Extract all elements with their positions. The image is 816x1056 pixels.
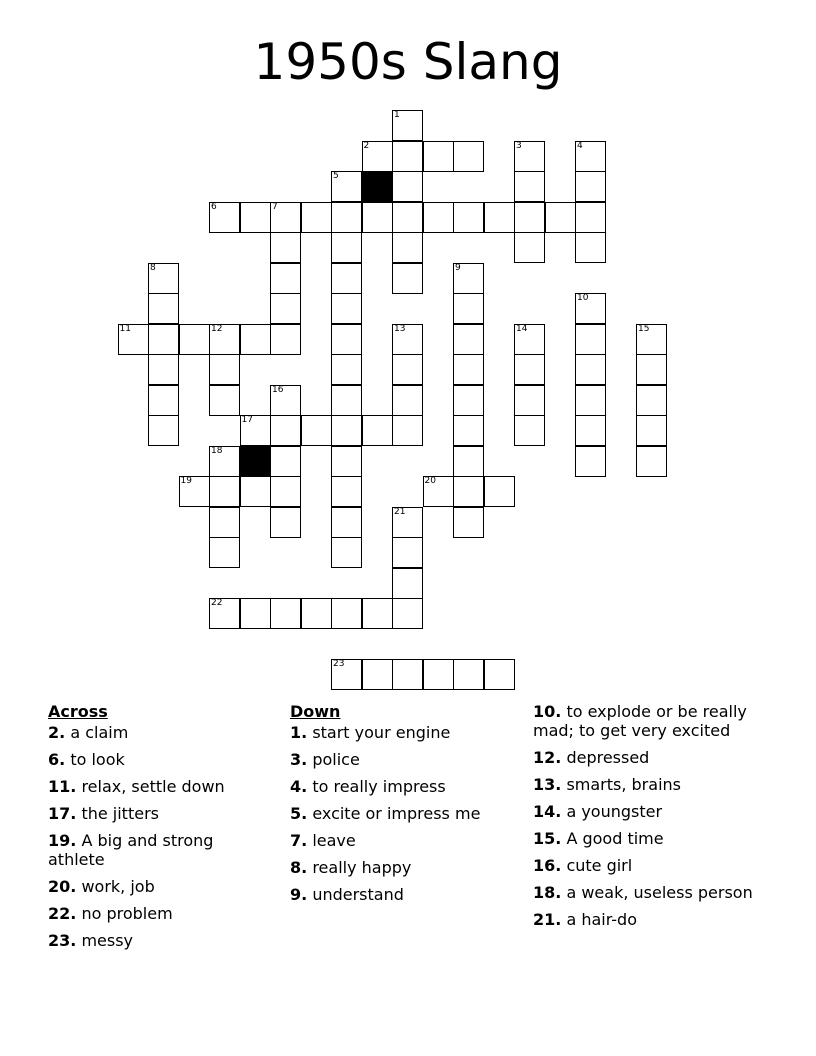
crossword-cell[interactable]	[575, 232, 606, 263]
crossword-cell[interactable]	[362, 202, 393, 233]
clue-item	[533, 802, 773, 821]
clue-item	[48, 931, 268, 950]
crossword-cell[interactable]	[453, 202, 484, 233]
crossword-cell[interactable]	[270, 476, 301, 507]
crossword-cell[interactable]	[514, 385, 545, 416]
crossword-cell[interactable]	[331, 324, 362, 355]
crossword-cell[interactable]	[209, 446, 240, 477]
crossword-cell[interactable]	[453, 263, 484, 294]
clue-number: 21	[394, 506, 406, 517]
crossword-cell[interactable]	[209, 537, 240, 568]
clue-item-text: a hair-do	[566, 910, 637, 929]
clue-item-text: no problem	[81, 904, 173, 923]
crossword-cell[interactable]	[331, 202, 362, 233]
crossword-cell[interactable]	[453, 659, 484, 690]
crossword-cell[interactable]	[331, 598, 362, 629]
clue-number: 1	[394, 110, 400, 120]
clue-item-text: smarts, brains	[566, 775, 681, 794]
crossword-cell[interactable]	[362, 659, 393, 690]
clue-number: 20	[424, 476, 436, 486]
crossword-cell[interactable]	[331, 232, 362, 263]
clue-number: 16	[272, 384, 284, 395]
crossword-cell[interactable]	[270, 598, 301, 629]
crossword-cell[interactable]	[636, 446, 667, 477]
crossword-cell[interactable]	[240, 202, 271, 233]
clue-item-number: 20.	[48, 877, 77, 896]
black-square	[240, 446, 271, 477]
crossword-cell[interactable]	[270, 293, 301, 324]
crossword-cell[interactable]	[392, 507, 423, 538]
clue-item	[48, 723, 268, 742]
clue-item-text: really happy	[312, 858, 412, 877]
crossword-cell[interactable]	[301, 598, 332, 629]
clue-number: 23	[333, 659, 345, 669]
crossword-cell[interactable]	[148, 263, 179, 294]
crossword-cell[interactable]	[514, 202, 545, 233]
clue-item	[290, 723, 510, 742]
clue-item-text: to look	[70, 750, 125, 769]
crossword-cell[interactable]	[545, 202, 576, 233]
crossword-cell[interactable]	[392, 232, 423, 263]
clue-number: 6	[211, 201, 217, 212]
clue-item-number: 4.	[290, 777, 308, 796]
clue-number: 10	[577, 293, 589, 303]
clue-item	[48, 831, 268, 869]
clue-item-number: 14.	[533, 802, 562, 821]
clue-item-text: A big and strong athlete	[48, 831, 214, 869]
crossword-cell[interactable]	[392, 385, 423, 416]
crossword-cell[interactable]	[270, 385, 301, 416]
crossword-cell[interactable]	[453, 293, 484, 324]
crossword-cell[interactable]	[423, 659, 454, 690]
clue-item-text: relax, settle down	[81, 777, 225, 796]
clue-item-number: 11.	[48, 777, 77, 796]
clue-item-text: police	[312, 750, 360, 769]
clue-item	[48, 804, 268, 823]
crossword-cell[interactable]	[636, 415, 667, 446]
crossword-cell[interactable]	[118, 324, 149, 355]
clue-item-number: 10.	[533, 702, 562, 721]
clue-item-text: excite or impress me	[312, 804, 481, 823]
clue-item-number: 16.	[533, 856, 562, 875]
down-clues	[290, 702, 510, 912]
crossword-cell[interactable]	[240, 324, 271, 355]
clue-item-text: work, job	[81, 877, 155, 896]
clue-item-number: 2.	[48, 723, 66, 742]
crossword-cell[interactable]	[301, 415, 332, 446]
clue-item	[290, 777, 510, 796]
clue-number: 5	[333, 171, 339, 181]
crossword-cell[interactable]	[392, 202, 423, 233]
crossword-cell[interactable]	[575, 415, 606, 446]
crossword-cell[interactable]	[331, 446, 362, 477]
clue-item-number: 3.	[290, 750, 308, 769]
clue-item	[290, 858, 510, 877]
crossword-cell[interactable]	[575, 385, 606, 416]
crossword-cell[interactable]	[392, 415, 423, 446]
clue-item-text: start your engine	[312, 723, 451, 742]
clue-item-number: 5.	[290, 804, 308, 823]
clue-item-text: the jitters	[81, 804, 159, 823]
crossword-cell[interactable]	[453, 415, 484, 446]
crossword-cell[interactable]	[209, 507, 240, 538]
crossword-cell[interactable]	[453, 141, 484, 172]
crossword-cell[interactable]	[240, 415, 271, 446]
crossword-cell[interactable]	[270, 446, 301, 477]
clue-item-text: cute girl	[566, 856, 633, 875]
clue-item	[48, 777, 268, 796]
clue-item-text: a weak, useless person	[566, 883, 753, 902]
crossword-cell[interactable]	[331, 507, 362, 538]
clue-item-text: to explode or be really mad; to get very excited	[533, 702, 747, 740]
clue-item-number: 19.	[48, 831, 77, 850]
clue-item-number: 23.	[48, 931, 77, 950]
crossword-cell[interactable]	[392, 537, 423, 568]
crossword-cell[interactable]	[331, 293, 362, 324]
clue-number: 7	[272, 201, 278, 212]
crossword-cell[interactable]	[270, 263, 301, 294]
crossword-cell[interactable]	[362, 598, 393, 629]
clue-item-number: 17.	[48, 804, 77, 823]
crossword-cell[interactable]	[240, 598, 271, 629]
crossword-cell[interactable]	[514, 354, 545, 385]
crossword-cell[interactable]	[453, 354, 484, 385]
clue-item	[533, 829, 773, 848]
crossword-cell[interactable]	[392, 659, 423, 690]
crossword-cell[interactable]	[514, 141, 545, 172]
clue-item	[533, 748, 773, 767]
clue-item-text: A good time	[566, 829, 664, 848]
crossword-cell[interactable]	[331, 659, 362, 690]
crossword-cell[interactable]	[453, 324, 484, 355]
crossword-cell[interactable]	[209, 598, 240, 629]
crossword-cell[interactable]	[270, 507, 301, 538]
crossword-cell[interactable]	[575, 141, 606, 172]
clue-item	[533, 775, 773, 794]
crossword-cell[interactable]	[484, 202, 515, 233]
crossword-cell[interactable]	[484, 659, 515, 690]
across-heading: Across	[48, 702, 108, 721]
clue-item	[290, 750, 510, 769]
crossword-cell[interactable]	[362, 415, 393, 446]
crossword-cell[interactable]	[514, 232, 545, 263]
crossword-cell[interactable]	[148, 385, 179, 416]
clue-item	[533, 910, 773, 929]
crossword-cell[interactable]	[392, 568, 423, 599]
crossword-cell[interactable]	[209, 476, 240, 507]
black-square	[362, 171, 393, 202]
crossword-cell[interactable]	[514, 415, 545, 446]
crossword-cell[interactable]	[423, 476, 454, 507]
crossword-cell[interactable]	[392, 354, 423, 385]
crossword-cell[interactable]	[514, 324, 545, 355]
clue-number: 17	[241, 415, 253, 425]
crossword-cell[interactable]	[392, 141, 423, 172]
crossword-cell[interactable]	[209, 324, 240, 355]
crossword-cell[interactable]	[575, 202, 606, 233]
clue-item-number: 15.	[533, 829, 562, 848]
clue-number: 12	[211, 323, 223, 334]
clue-item	[290, 831, 510, 850]
clue-item-number: 18.	[533, 883, 562, 902]
clue-item-text: depressed	[566, 748, 650, 767]
crossword-cell[interactable]	[179, 324, 210, 355]
crossword-cell[interactable]	[331, 263, 362, 294]
crossword-cell[interactable]	[453, 507, 484, 538]
crossword-cell[interactable]	[453, 446, 484, 477]
crossword-cell[interactable]	[575, 446, 606, 477]
clue-item-number: 6.	[48, 750, 66, 769]
crossword-cell[interactable]	[331, 415, 362, 446]
crossword-cell[interactable]	[575, 171, 606, 202]
crossword-cell[interactable]	[148, 354, 179, 385]
clue-item-number: 8.	[290, 858, 308, 877]
crossword-cell[interactable]	[453, 385, 484, 416]
crossword-cell[interactable]	[270, 202, 301, 233]
crossword-cell[interactable]	[331, 476, 362, 507]
crossword-cell[interactable]	[484, 476, 515, 507]
clue-item	[48, 750, 268, 769]
crossword-cell[interactable]	[636, 354, 667, 385]
crossword-cell[interactable]	[636, 385, 667, 416]
clue-item	[290, 804, 510, 823]
clue-number: 2	[363, 140, 370, 151]
crossword-cell[interactable]	[331, 354, 362, 385]
crossword-cell[interactable]	[392, 171, 423, 202]
crossword-cell[interactable]	[209, 202, 240, 233]
clue-item	[533, 883, 773, 902]
crossword-cell[interactable]	[179, 476, 210, 507]
clue-item-number: 21.	[533, 910, 562, 929]
crossword-cell[interactable]	[453, 476, 484, 507]
clue-item-text: messy	[81, 931, 134, 950]
clue-number: 22	[211, 598, 223, 608]
crossword-cell[interactable]	[636, 324, 667, 355]
clue-number: 9	[455, 262, 461, 273]
across-clues	[48, 702, 268, 958]
clue-number: 4	[577, 140, 583, 151]
clue-item	[48, 904, 268, 923]
crossword-cell[interactable]	[423, 141, 454, 172]
clue-item-text: to really impress	[312, 777, 446, 796]
clue-item-text: understand	[312, 885, 404, 904]
clue-number: 15	[638, 323, 650, 334]
crossword-cell[interactable]	[423, 202, 454, 233]
down-heading: Down	[290, 702, 341, 721]
clue-number: 14	[516, 323, 528, 334]
crossword-cell[interactable]	[331, 171, 362, 202]
crossword-cell[interactable]	[392, 110, 423, 141]
clue-number: 3	[516, 140, 522, 151]
clue-item-number: 22.	[48, 904, 77, 923]
crossword-cell[interactable]	[148, 293, 179, 324]
clue-item	[48, 877, 268, 896]
crossword-cell[interactable]	[575, 293, 606, 324]
clue-item-number: 9.	[290, 885, 308, 904]
clue-number: 11	[119, 323, 131, 334]
crossword-cell[interactable]	[270, 324, 301, 355]
crossword-cell[interactable]	[331, 537, 362, 568]
crossword-cell[interactable]	[392, 598, 423, 629]
crossword-cell[interactable]	[392, 324, 423, 355]
crossword-cell[interactable]	[209, 354, 240, 385]
clue-item-number: 1.	[290, 723, 308, 742]
crossword-cell[interactable]	[575, 324, 606, 355]
crossword-cell[interactable]	[270, 232, 301, 263]
crossword-cell[interactable]	[392, 263, 423, 294]
crossword-cell[interactable]	[148, 415, 179, 446]
crossword-cell[interactable]	[209, 385, 240, 416]
puzzle-title: 1950s Slang	[253, 33, 563, 91]
clue-item-number: 13.	[533, 775, 562, 794]
clue-item	[533, 856, 773, 875]
crossword-cell[interactable]	[301, 202, 332, 233]
clue-item-text: a youngster	[566, 802, 663, 821]
crossword-cell[interactable]	[270, 415, 301, 446]
clue-number: 8	[150, 262, 156, 273]
crossword-cell[interactable]	[575, 354, 606, 385]
clue-item	[290, 885, 510, 904]
clue-item-text: a claim	[70, 723, 129, 742]
crossword-cell[interactable]	[148, 324, 179, 355]
clue-number: 13	[394, 323, 406, 334]
crossword-cell[interactable]	[362, 141, 393, 172]
crossword-cell[interactable]	[514, 171, 545, 202]
clue-item	[533, 702, 773, 740]
clue-item-text: leave	[312, 831, 356, 850]
crossword-cell[interactable]	[240, 476, 271, 507]
down-clues-continued	[533, 702, 773, 937]
clue-number: 19	[180, 476, 192, 486]
clue-item-number: 12.	[533, 748, 562, 767]
crossword-cell[interactable]	[331, 385, 362, 416]
clue-item-number: 7.	[290, 831, 308, 850]
clue-number: 18	[211, 445, 223, 456]
